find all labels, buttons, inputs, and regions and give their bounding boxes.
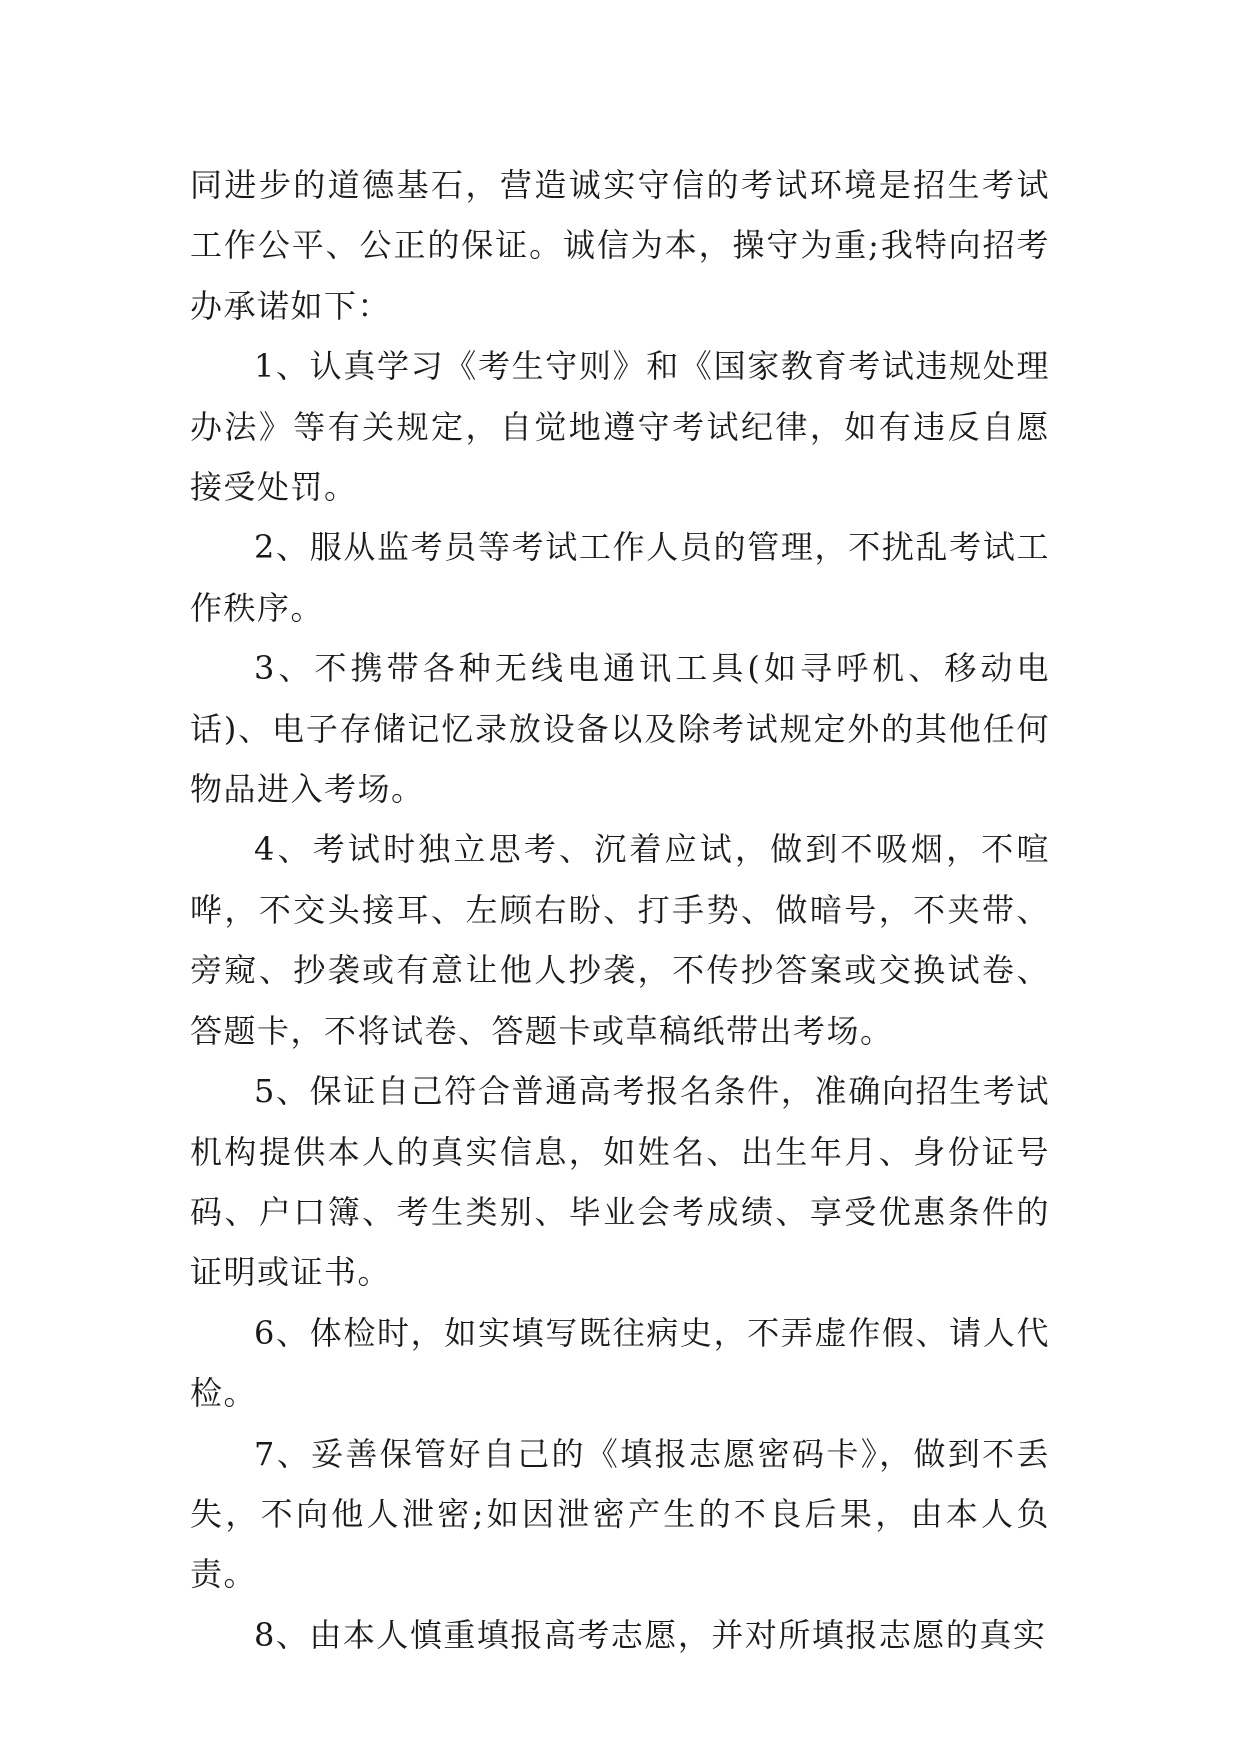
paragraph-item-4: 4、考试时独立思考、沉着应试，做到不吸烟，不喧哗，不交头接耳、左顾右盼、打手势、做暗号，不夹带、旁窥、抄袭或有意让他人抄袭，不传抄答案或交换试卷、答题卡，不将试卷、答题卡或草稿纸带出考场。: [190, 830, 1050, 1050]
paragraph-item-8: 8、由本人慎重填报高考志愿，并对所填报志愿的真实: [254, 1615, 1047, 1654]
paragraph-item-5: 5、保证自己符合普通高考报名条件，准确向招生考试机构提供本人的真实信息，如姓名、出生年月、身份证号码、户口簿、考生类别、毕业会考成绩、享受优惠条件的证明或证书。: [190, 1072, 1050, 1292]
paragraph-item-3: 3、不携带各种无线电通讯工具(如寻呼机、移动电话)、电子存储记忆录放设备以及除考试规定外的其他任何物品进入考场。: [190, 649, 1050, 809]
paragraph-item-2: 2、服从监考员等考试工作人员的管理，不扰乱考试工作秩序。: [190, 528, 1050, 627]
paragraph-item-6: 6、体检时，如实填写既往病史，不弄虚作假、请人代检。: [190, 1313, 1050, 1413]
paragraph-continuation: 同进步的道德基石，营造诚实守信的考试环境是招生考试工作公平、公正的保证。诚信为本，操守为重;我特向招考办承诺如下：: [190, 166, 1050, 325]
paragraph-item-1: 1、认真学习《考生守则》和《国家教育考试违规处理办法》等有关规定，自觉地遵守考试纪律，如有违反自愿接受处罚。: [190, 347, 1050, 507]
document-body: [190, 155, 1050, 1665]
paragraph-item-7: 7、妥善保管好自己的《填报志愿密码卡》，做到不丢失，不向他人泄密;如因泄密产生的不良后果，由本人负责。: [190, 1434, 1050, 1594]
